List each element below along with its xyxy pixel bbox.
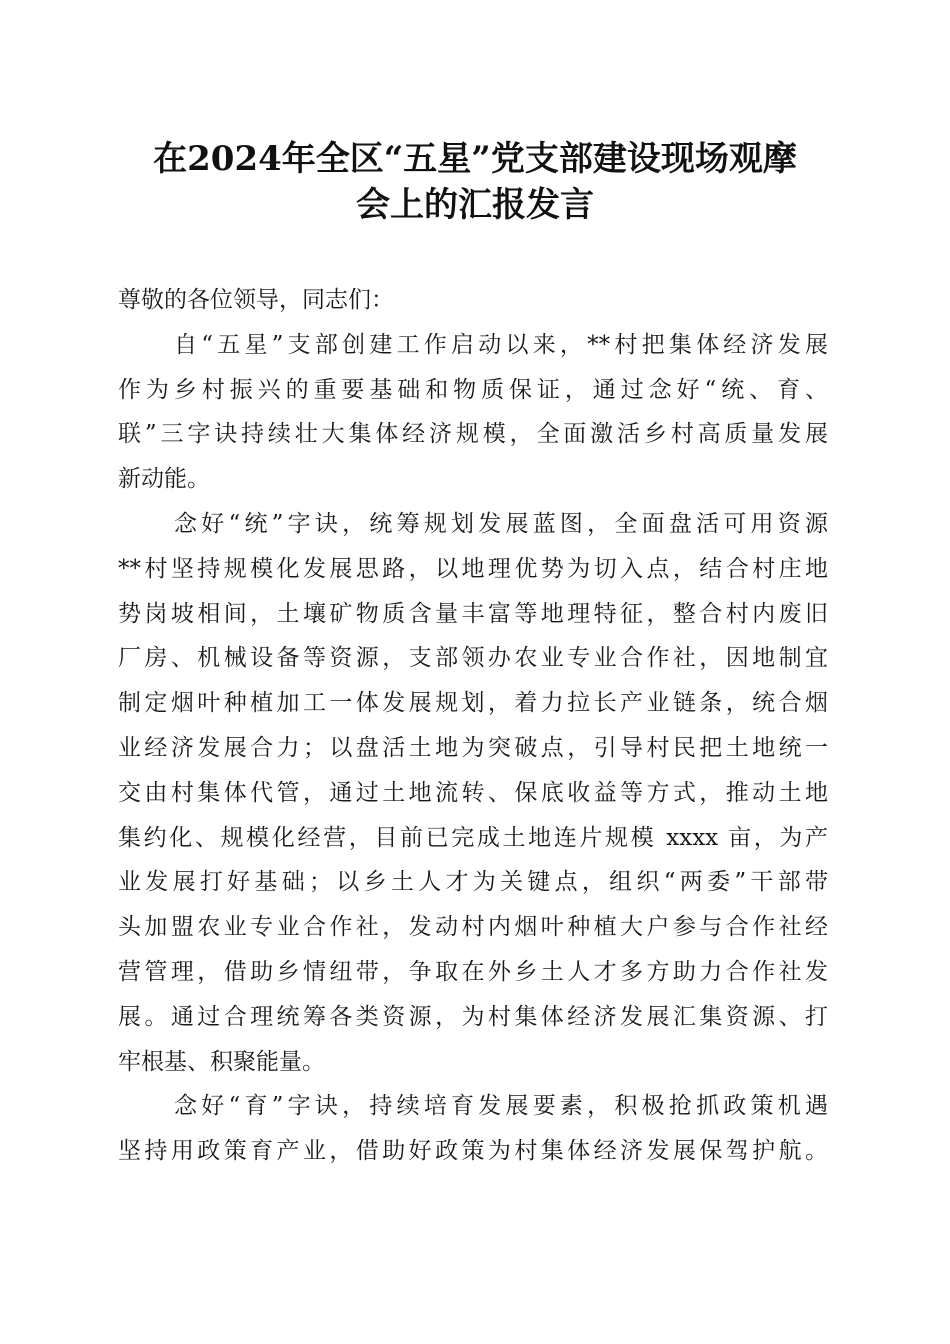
tong-paragraph bbox=[118, 502, 828, 1084]
text-line: 业经济发展合力；以盘活土地为突破点，引导村民把土地统一 bbox=[118, 734, 828, 761]
text-line: 新动能。 bbox=[118, 466, 210, 493]
text-line: 制定烟叶种植加工一体发展规划，着力拉长产业链条，统合烟 bbox=[118, 690, 828, 717]
text-line: 势岗坡相间，土壤矿物质含量丰富等地理特征，整合村内废旧 bbox=[118, 600, 828, 627]
text-line: 念好“育”字诀，持续培育发展要素，积极抢抓政策机遇 bbox=[174, 1093, 828, 1120]
text-line: **村坚持规模化发展思路，以地理优势为切入点，结合村庄地 bbox=[118, 555, 828, 582]
text-line: 营管理，借助乡情纽带，争取在外乡土人才多方助力合作社发 bbox=[118, 958, 828, 985]
title-line-2: 会上的汇报发言 bbox=[356, 185, 594, 225]
document-title bbox=[100, 136, 850, 228]
text-line: 牢根基、积聚能量。 bbox=[118, 1048, 325, 1075]
title-line-1: 在2024年全区“五星”党支部建设现场观摩 bbox=[153, 139, 797, 179]
document-body bbox=[118, 278, 828, 1174]
text-line: 作为乡村振兴的重要基础和物质保证，通过念好“统、育、 bbox=[118, 376, 828, 403]
text-line: 尊敬的各位领导，同志们： bbox=[118, 287, 394, 313]
text-line: 念好“统”字诀，统筹规划发展蓝图，全面盘活可用资源 bbox=[174, 510, 828, 537]
intro-paragraph bbox=[118, 323, 828, 502]
text-line: 集约化、规模化经营，目前已完成土地连片规模 xxxx 亩，为产 bbox=[118, 824, 828, 851]
text-line: 交由村集体代管，通过土地流转、保底收益等方式，推动土地 bbox=[118, 779, 828, 806]
yu-paragraph bbox=[118, 1084, 828, 1174]
text-line: 头加盟农业专业合作社，发动村内烟叶种植大户参与合作社经 bbox=[118, 914, 828, 941]
text-line: 厂房、机械设备等资源，支部领办农业专业合作社，因地制宜 bbox=[118, 645, 828, 672]
text-line: 业发展打好基础；以乡土人才为关键点，组织“两委”干部带 bbox=[118, 869, 828, 896]
text-line: 坚持用政策育产业，借助好政策为村集体经济发展保驾护航。 bbox=[118, 1138, 828, 1165]
salutation-paragraph bbox=[118, 278, 828, 323]
text-line: 展。通过合理统筹各类资源，为村集体经济发展汇集资源、打 bbox=[118, 1003, 828, 1030]
text-line: 自“五星”支部创建工作启动以来，**村把集体经济发展 bbox=[174, 331, 828, 358]
text-line: 联”三字诀持续壮大集体经济规模，全面激活乡村高质量发展 bbox=[118, 421, 828, 448]
